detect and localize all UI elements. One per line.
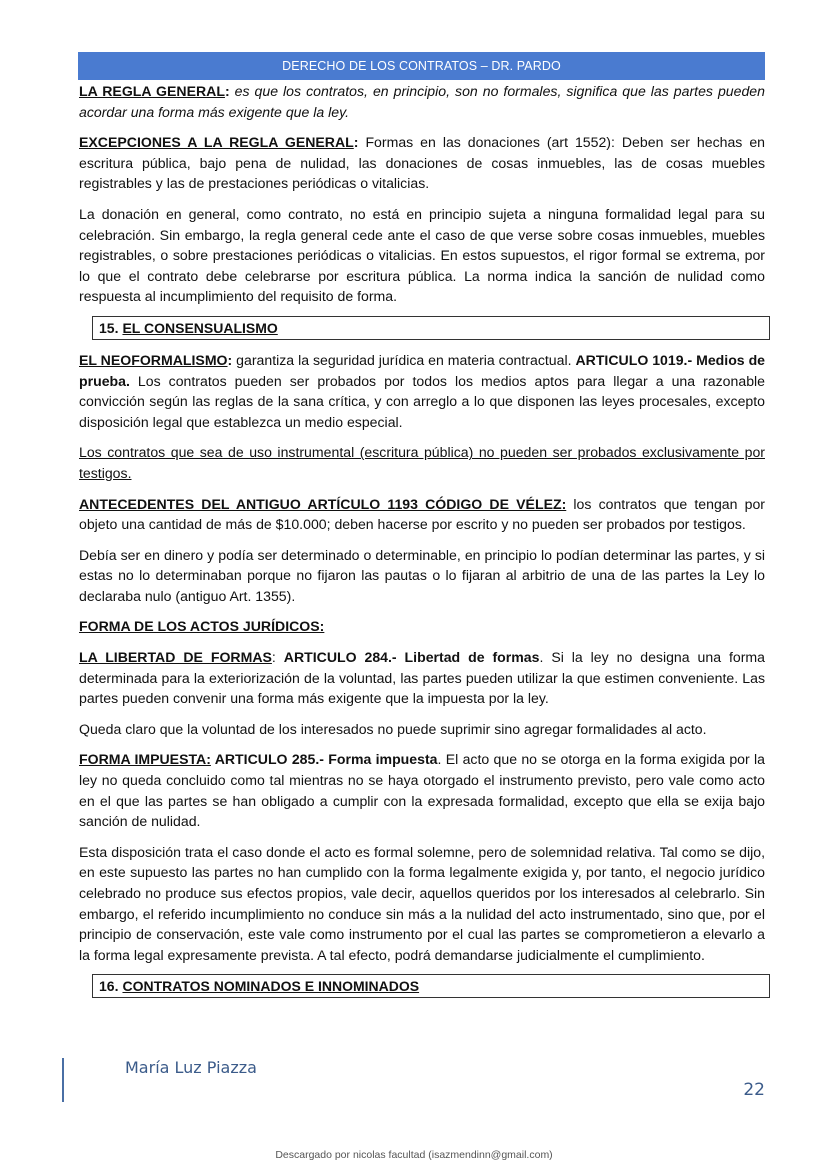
- paragraph-uso-instrumental: [79, 442, 765, 483]
- section-heading-16: [92, 974, 770, 998]
- paragraph-excepciones: EXCEPCIONES A LA REGLA GENERAL: Formas en las donaciones (art 1552): Deben ser hechas en escritura pública, bajo pena de nulidad, las donaciones de cosas inmuebles, las de cosas muebles registrables y las de prestaciones periódicas o vitalicias.: [79, 134, 765, 192]
- paragraph-neoformalismo: EL NEOFORMALISMO: garantiza la seguridad jurídica en materia contractual. ARTICULO 1019.- Medios de prueba. Los contratos pueden ser probados por todos los medios aptos para llegar a una razonable convicción según las reglas de la sana crítica, y con arreglo a lo que disponen las leyes procesales, excepto disposición legal que establezca un medio especial.: [79, 351, 766, 430]
- paragraph-queda-claro: [79, 719, 765, 740]
- term-label: LA LIBERTAD DE FORMAS: [79, 649, 272, 666]
- term-label: FORMA IMPUESTA:: [79, 751, 211, 768]
- section-number: 15.: [99, 319, 119, 336]
- paragraph-text: Debía ser en dinero y podía ser determinado o determinable, en principio lo podían determinar las partes, y si estas no lo determinaban porque no fijaron las pautas o lo fijaran al arbitrio de una de las partes la Ley lo declaraba nulo (antiguo Art. 1355).: [79, 546, 765, 604]
- page-number: 22: [743, 1080, 765, 1100]
- section-heading-15: [92, 316, 770, 340]
- running-header: [78, 52, 765, 80]
- footer-accent-line: [62, 1058, 64, 1102]
- term-label: ANTECEDENTES DEL ANTIGUO ARTÍCULO 1193 CÓDIGO DE VÉLEZ:: [79, 495, 567, 512]
- paragraph-text: Formas en las donaciones (art 1552): Deben ser hechas en escritura pública, bajo pena de nulidad, las donaciones de cosas inmuebles, las de cosas muebles registrables y las de prestaciones periódicas o vitalicias.: [79, 134, 765, 192]
- paragraph-text: es que los contratos, en principio, son no formales, significa que las partes pueden acordar una forma más exigente que la ley.: [79, 83, 765, 120]
- paragraph-text: . El acto que no se otorga en la forma exigida por la ley no queda concluido como tal mientras no se haya otorgado el instrumento previsto, pero vale como acto en el que las partes se han obligado a cumplir con la expresada formalidad, excepto que ella se exija bajo sanción de nulidad.: [79, 751, 765, 830]
- footer-author: María Luz Piazza: [125, 1058, 257, 1077]
- subheading: FORMA DE LOS ACTOS JURÍDICOS:: [79, 618, 325, 635]
- heading-forma-actos: [79, 616, 765, 637]
- paragraph-antecedentes: [79, 494, 765, 535]
- term-label: EL NEOFORMALISMO: [79, 351, 228, 368]
- term-label: EXCEPCIONES A LA REGLA GENERAL: [79, 134, 354, 151]
- paragraph-libertad-formas: LA LIBERTAD DE FORMAS: ARTICULO 284.- Libertad de formas. Si la ley no designa una forma determinada para la exteriorización de la voluntad, las partes pueden utilizar la que estimen conveniente. Las partes pueden convenir una forma más exigente que la impuesta por la ley.: [79, 649, 766, 707]
- article-reference: ARTICULO 284.- Libertad de formas: [283, 649, 540, 666]
- paragraph-text: Los contratos que sea de uso instrumental (escritura pública) no pueden ser probados exclusivamente por testigos.: [79, 444, 765, 481]
- paragraph-regla-general: LA REGLA GENERAL: es que los contratos, en principio, son no formales, significa que las partes pueden acordar una forma más exigente que la ley.: [79, 83, 765, 120]
- paragraph-text: Esta disposición trata el caso donde el acto es formal solemne, pero de solemnidad relativa. Tal como se dijo, en este supuesto las partes no han cumplido con la forma legalmente exigida y, por tanto, el negocio jurídico celebrado no produce sus efectos propios, vale decir, aquellos queridos por los interesados al celebrarlo. Sin embargo, el referido incumplimiento no conduce sin más a la nulidad del acto instrumentado, sino que, por el principio de conservación, este vale como instrumento por el cual las partes se comprometieron a elevarlo a la forma legal expresamente prevista. A tal efecto, podrá demandarse judicialmente el cumplimiento.: [79, 843, 765, 963]
- article-reference: ARTICULO 285.- Forma impuesta: [210, 751, 438, 768]
- paragraph-text: Queda claro que la voluntad de los interesados no puede suprimir sino agregar formalidades al acto.: [79, 720, 707, 737]
- paragraph-forma-impuesta: [79, 749, 765, 831]
- document-body: [79, 81, 765, 1008]
- paragraph-disposicion: [79, 842, 765, 966]
- paragraph-donacion: [79, 204, 765, 307]
- section-title: EL CONSENSUALISMO: [122, 319, 278, 336]
- article-reference: ARTICULO 1019.- Medios de prueba.: [79, 351, 766, 389]
- paragraph-text: La donación en general, como contrato, no está en principio sujeta a ninguna formalidad legal para su celebración. Sin embargo, la regla general cede ante el caso de que verse sobre cosas inmuebles, muebles registrables, o sobre prestaciones periódicas o vitalicias. En estos supuestos, el rigor formal se extrema, por lo que el contrato debe celebrarse por escritura pública. La norma indica la sanción de nulidad como respuesta al incumplimiento del requisito de forma.: [79, 205, 765, 305]
- header-title: DERECHO DE LOS CONTRATOS – DR. PARDO: [282, 59, 561, 73]
- paragraph-text: los contratos que tengan por objeto una cantidad de más de $10.000; deben hacerse por escrito y no pueden ser probados por testigos.: [79, 495, 765, 533]
- download-watermark: Descargado por nicolas facultad (isazmendinn@gmail.com): [275, 1149, 553, 1161]
- paragraph-debia: [79, 545, 765, 607]
- paragraph-text: Los contratos pueden ser probados por todos los medios aptos para llegar a una razonable convicción según las reglas de la sana crítica, y con arreglo a lo que disponen las leyes procesales, excepto disposición legal que establezca un medio especial.: [79, 372, 765, 430]
- section-number: 16.: [99, 978, 119, 995]
- section-title: CONTRATOS NOMINADOS E INNOMINADOS: [122, 978, 420, 995]
- term-label: LA REGLA GENERAL: [79, 83, 225, 99]
- paragraph-text: . Si la ley no designa una forma determinada para la exteriorización de la voluntad, las partes pueden utilizar la que estimen conveniente. Las partes pueden convenir una forma más exigente que la impuesta por la ley.: [79, 649, 766, 707]
